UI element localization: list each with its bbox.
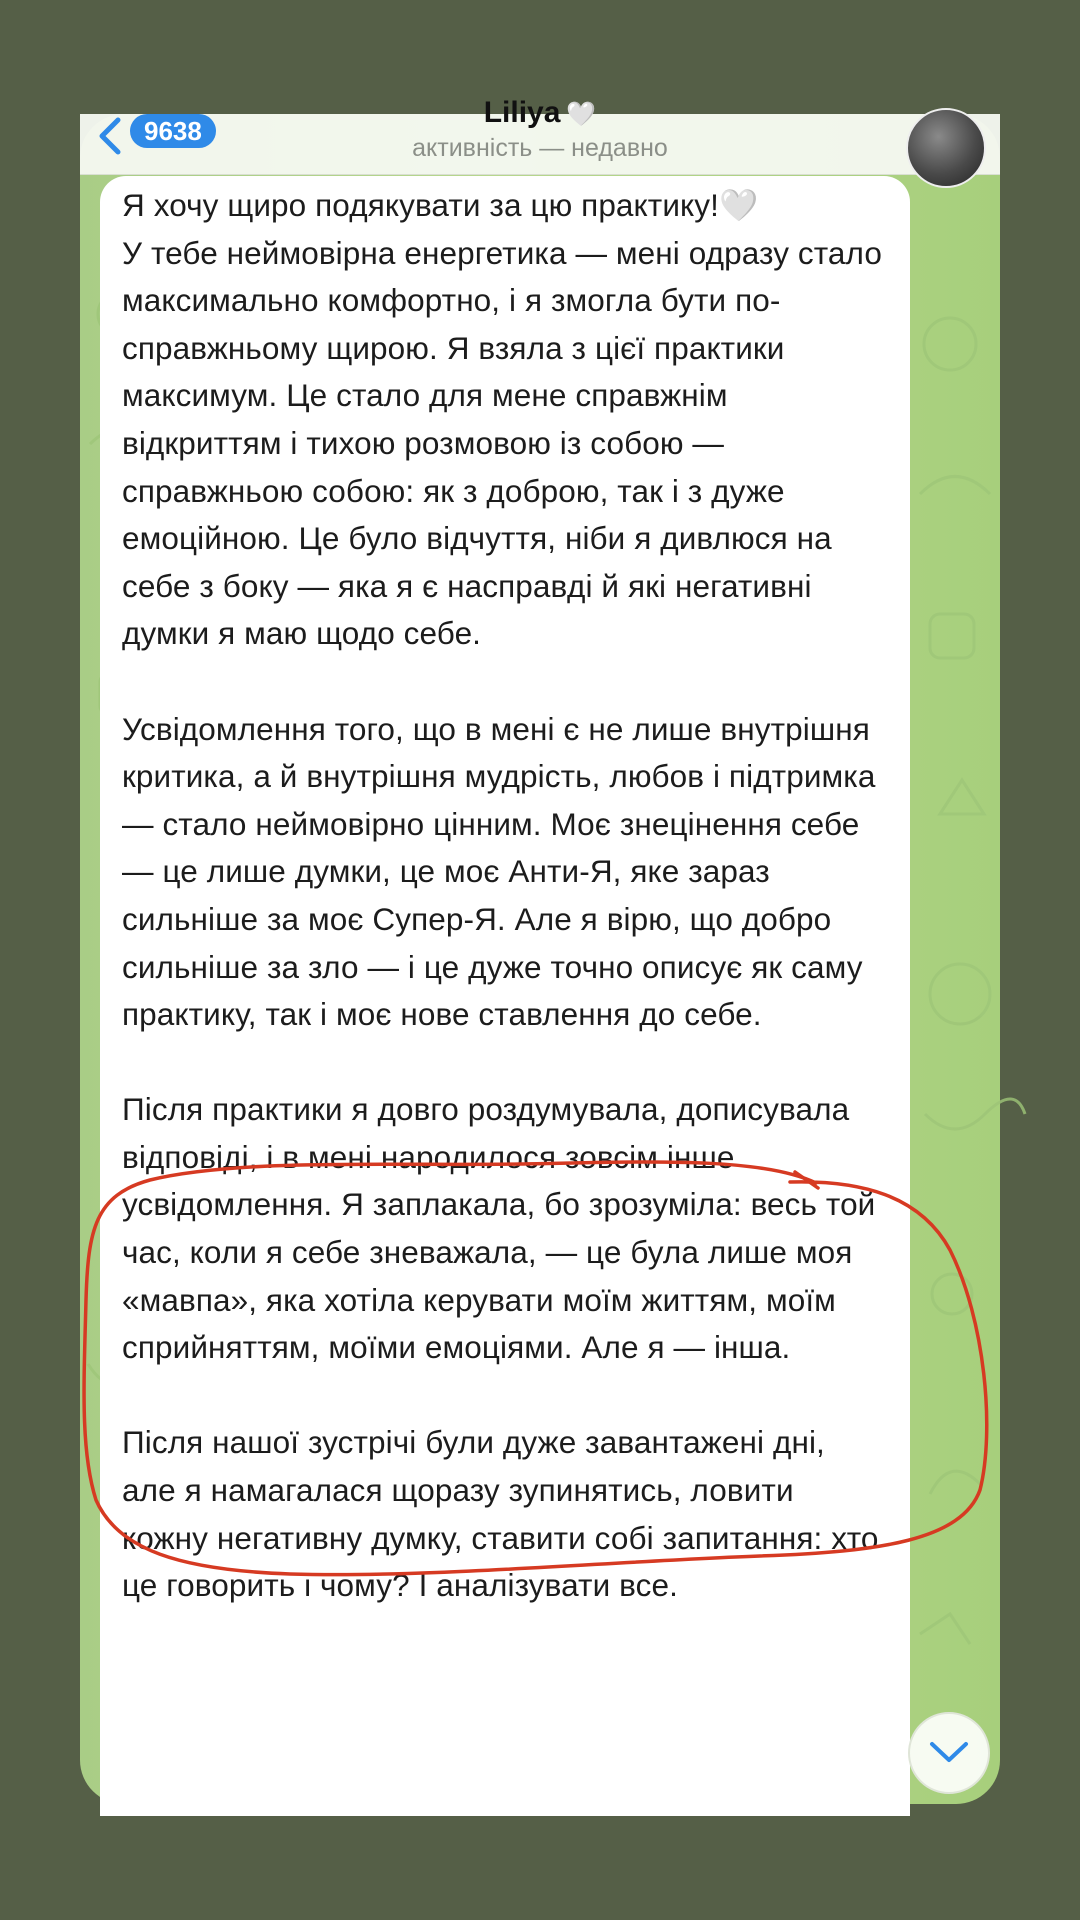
- contact-status: активність — недавно: [412, 134, 668, 162]
- message-bubble[interactable]: [100, 176, 910, 1816]
- chat-screen: [80, 96, 1000, 1804]
- message-paragraph: Я хочу щиро подякувати за цю практику!🤍 У тебе неймовірна енергетика — мені одразу стало максимально комфортно, і я змогла бути по-справжньому щирою. Я взяла з цієї практики максимум. Це стало для мене справжнім відкриттям і тихою розмовою із собою — справжньою собою: як з доброю, так і з дуже емоційною. Це було відчуття, ніби я дивлюся на себе з боку — яка я є насправді й які негативні думки я маю щодо себе.: [122, 187, 882, 652]
- message-text: [122, 182, 886, 1610]
- message-paragraph: Після практики я довго роздумувала, дописувала відповіді, і в мені народилося зовсім інше усвідомлення. Я заплакала, бо зрозуміла: весь той час, коли я себе зневажала, — це була лише моя «мавпа», яка хотіла керувати моїм життям, моїм сприйняттям, моїми емоціями. Але я — інша.: [122, 1091, 876, 1366]
- avatar[interactable]: [906, 108, 986, 188]
- unread-count-badge[interactable]: 9638: [130, 114, 216, 148]
- contact-name[interactable]: [80, 96, 1000, 130]
- heart-icon: 🤍: [566, 101, 597, 128]
- message-paragraph: Після нашої зустрічі були дуже завантажені дні, але я намагалася щоразу зупинятись, ловити кожну негативну думку, ставити собі запитання: хто це говорить і чому? І аналізувати все.: [122, 1424, 879, 1604]
- chevron-down-icon: [928, 1738, 970, 1768]
- message-paragraph: Усвідомлення того, що в мені є не лише внутрішня критика, а й внутрішня мудрість, любов і підтримка — стало неймовірно цінним. Моє знецінення себе — це лише думки, це моє Анти-Я, яке зараз сильніше за моє Супер-Я. Але я вірю, що добро сильніше за зло — і це дуже точно описує як саму практику, так і моє нове ставлення до себе.: [122, 710, 876, 1033]
- chat-header: [80, 96, 1000, 175]
- contact-name-text: Liliya: [483, 96, 561, 129]
- scroll-down-button[interactable]: [908, 1712, 990, 1794]
